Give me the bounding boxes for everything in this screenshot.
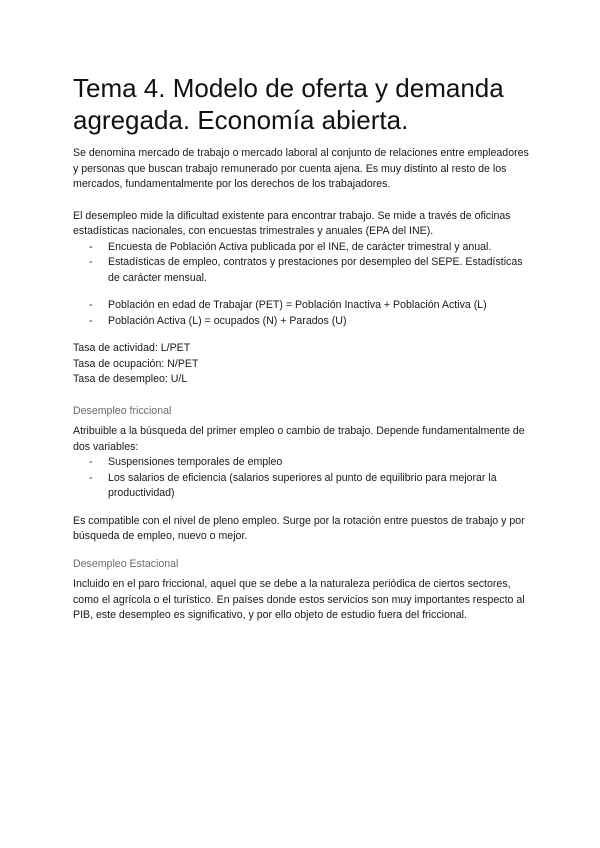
list-item: - Suspensiones temporales de empleo xyxy=(89,455,533,471)
desempleo-list xyxy=(73,240,533,287)
tasa-desempleo: Tasa de desempleo: U/L xyxy=(73,373,188,385)
section-heading-estacional: Desempleo Estacional xyxy=(73,557,179,570)
bullet-dash: - xyxy=(89,471,93,484)
page-title: Tema 4. Modelo de oferta y demanda agregada. Economía abierta. xyxy=(73,73,504,135)
document-page xyxy=(73,72,533,624)
list-item: - Encuesta de Población Activa publicada por el INE, de carácter trimestral y anual. xyxy=(89,240,533,256)
estacional-paragraph: Incluido en el paro friccional, aquel que se debe a la naturaleza periódica de ciertos sectores, como el agrícola o el turístico. En países donde estos servicios son muy importantes respecto al PIB, este desempleo es significativo, y por ello objeto de estudio fuera del friccional. xyxy=(73,578,525,621)
list-item: - Población en edad de Trabajar (PET) = Población Inactiva + Población Activa (L) xyxy=(89,298,533,314)
friccional-paragraph: Atribuible a la búsqueda del primer empleo o cambio de trabajo. Depende fundamentalmente de dos variables: xyxy=(73,425,525,453)
bullet-dash: - xyxy=(89,240,93,253)
bullet-dash: - xyxy=(89,314,93,327)
friccional-closing-paragraph: Es compatible con el nivel de pleno empleo. Surge por la rotación entre puestos de trabajo y por búsqueda de empleo, nuevo o mejor. xyxy=(73,514,525,542)
formula-list xyxy=(73,298,533,329)
desempleo-paragraph: El desempleo mide la dificultad existente para encontrar trabajo. Se mide a través de oficinas estadísticas nacionales, con encuestas trimestrales y anuales (EPA del INE). xyxy=(73,209,511,237)
friccional-list xyxy=(73,455,533,502)
bullet-dash: - xyxy=(89,456,93,468)
bullet-dash: - xyxy=(89,299,93,311)
intro-paragraph: Se denomina mercado de trabajo o mercado laboral al conjunto de relaciones entre empleadores y personas que buscan trabajo remunerado por cuenta ajena. Es muy distinto al resto de los mercados, fundamentalmente por los derechos de los trabajadores. xyxy=(73,147,529,190)
tasa-actividad: Tasa de actividad: L/PET xyxy=(73,342,191,354)
bullet-dash: - xyxy=(89,256,93,268)
section-heading-friccional: Desempleo friccional xyxy=(73,404,172,417)
list-item: - Estadísticas de empleo, contratos y prestaciones por desempleo del SEPE. Estadísticas de carácter mensual. xyxy=(89,256,523,284)
tasa-ocupacion: Tasa de ocupación: N/PET xyxy=(73,357,199,370)
list-item: - Población Activa (L) = ocupados (N) + Parados (U) xyxy=(89,314,533,330)
list-item: - Los salarios de eficiencia (salarios superiores al punto de equilibrio para mejorar la productividad) xyxy=(89,471,497,499)
